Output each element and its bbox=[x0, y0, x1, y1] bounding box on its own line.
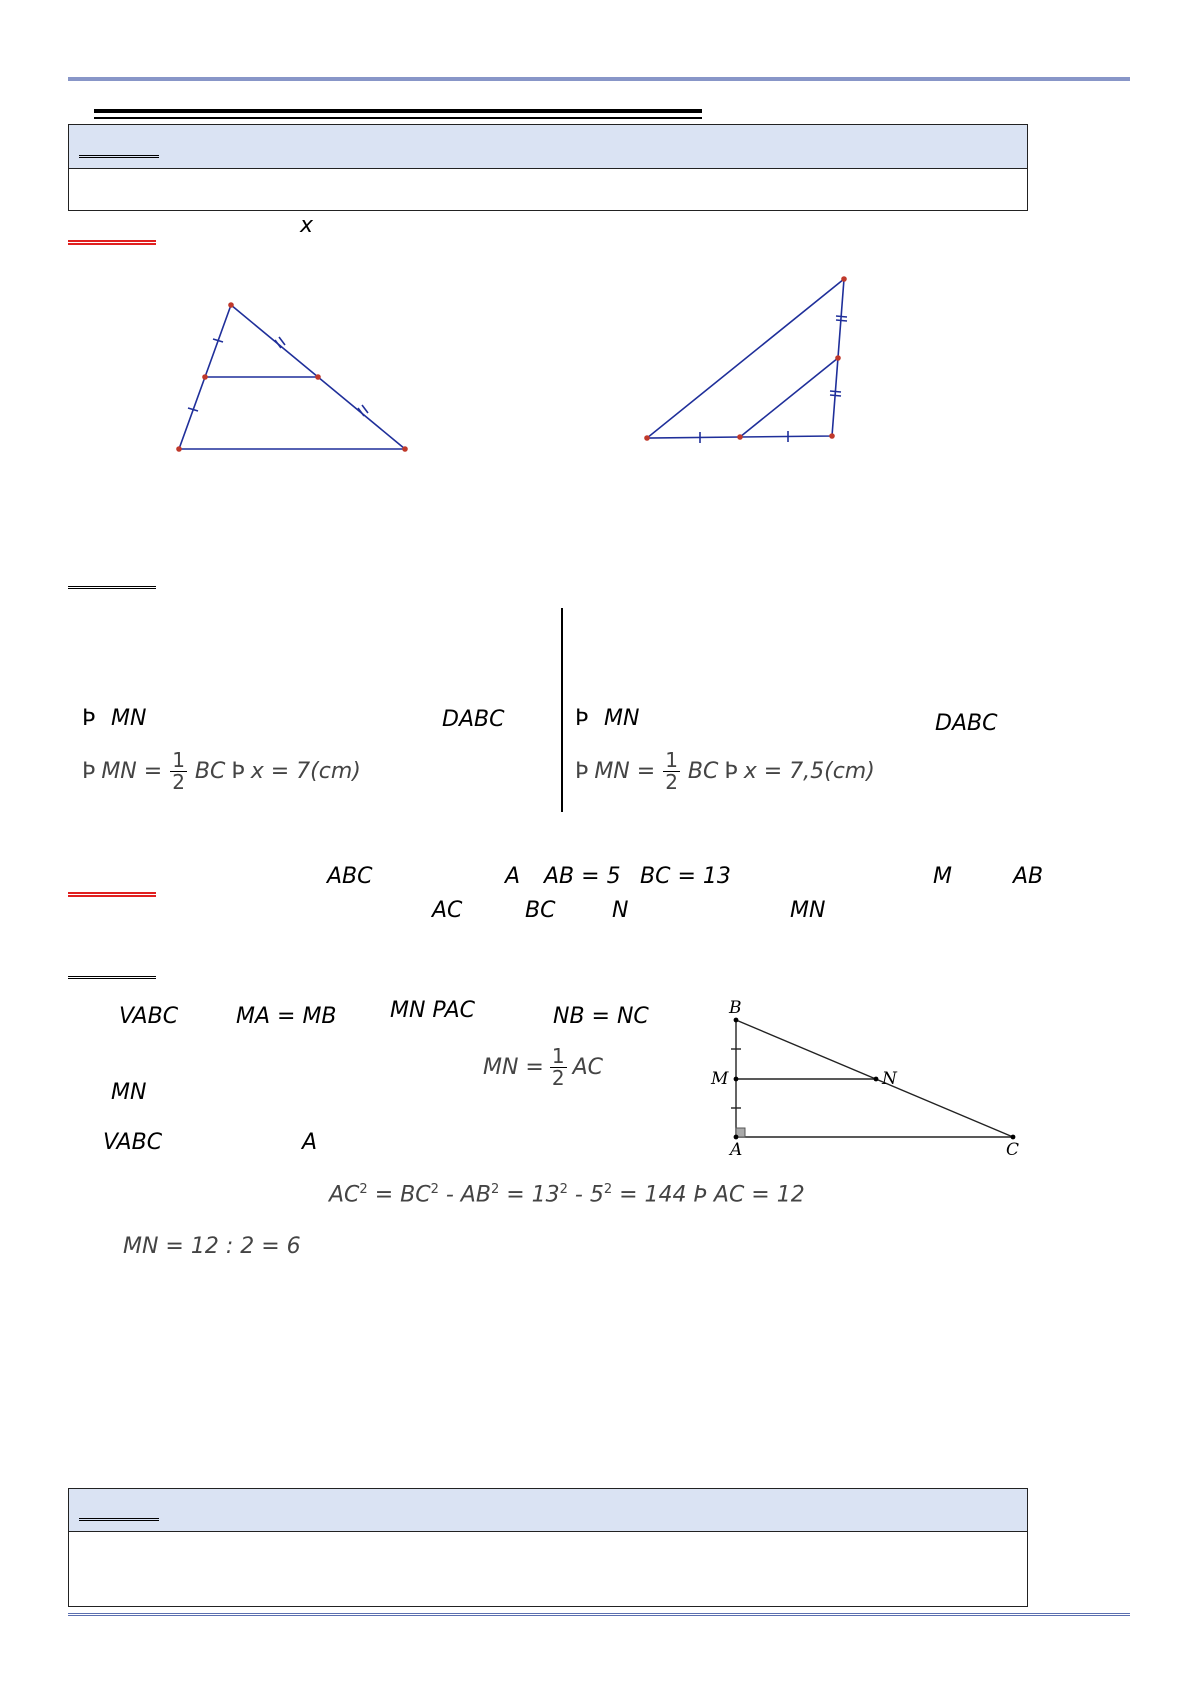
frac-den: 2 bbox=[551, 1066, 565, 1090]
s2-ma-mb: MA = MB bbox=[236, 1004, 337, 1029]
sol-right-mn: MN bbox=[604, 706, 640, 731]
p2-ab: AB = 5 bbox=[544, 864, 621, 889]
pyth-sup-1: 2 bbox=[359, 1182, 368, 1197]
s2-final: MN = 12 : 2 = 6 bbox=[123, 1234, 301, 1259]
p2-ab2: AB bbox=[1013, 864, 1044, 889]
summary-box-header bbox=[69, 1489, 1027, 1532]
fig3-label-c: C bbox=[1006, 1140, 1020, 1160]
s2-vabc2: VABC bbox=[103, 1130, 163, 1155]
sol-left-arrow-1: Þ bbox=[82, 706, 96, 731]
summary-label-underline bbox=[79, 1518, 159, 1521]
pyth-sup-2: 2 bbox=[430, 1182, 439, 1197]
s2-nb-nc: NB = NC bbox=[553, 1004, 649, 1029]
p2-bc2: BC bbox=[525, 898, 556, 923]
pyth-ac: AC bbox=[329, 1182, 360, 1208]
sol-right-arrow-3: Þ bbox=[724, 759, 738, 784]
p2-a: A bbox=[505, 864, 521, 889]
sol-left-mn: MN bbox=[111, 706, 147, 731]
pyth-eq5: = 144 Þ AC = 12 bbox=[612, 1182, 805, 1208]
p2-ac: AC bbox=[432, 898, 463, 923]
s2-mn-rhs: AC bbox=[572, 1055, 604, 1080]
pyth-eq2: - AB bbox=[438, 1182, 491, 1208]
s2-mn-lhs: MN = bbox=[483, 1055, 544, 1080]
frac-num: 1 bbox=[551, 1044, 565, 1068]
p2-m: M bbox=[933, 864, 952, 889]
sol-left-rhs: BC bbox=[194, 759, 226, 784]
fig3-label-a: A bbox=[730, 1140, 743, 1160]
unknown-x: x bbox=[300, 213, 314, 238]
p2-n: N bbox=[612, 898, 629, 923]
frac-num: 1 bbox=[172, 748, 185, 772]
sol-left-lhs: MN = bbox=[101, 759, 163, 784]
s2-vabc: VABC bbox=[119, 1004, 179, 1029]
p2-mn: MN bbox=[790, 898, 826, 923]
pyth-eq3: = 13 bbox=[499, 1182, 560, 1208]
sol-left-triangle: DABC bbox=[442, 707, 505, 732]
sol-right-rhs: BC bbox=[687, 759, 719, 784]
pyth-sup-5: 2 bbox=[603, 1182, 613, 1197]
sol-left-arrow-3: Þ bbox=[231, 759, 245, 784]
footer-rule bbox=[68, 1613, 1130, 1616]
pyth-sup-4: 2 bbox=[559, 1182, 568, 1197]
s2-a: A bbox=[302, 1130, 318, 1155]
sol-right-triangle: DABC bbox=[935, 711, 998, 736]
fig3-label-m: M bbox=[711, 1069, 729, 1089]
sol-left-arrow-2: Þ bbox=[82, 759, 96, 784]
sol-left-result: x = 7(cm) bbox=[250, 759, 361, 784]
frac-num: 1 bbox=[665, 748, 678, 772]
frac-den: 2 bbox=[665, 770, 678, 794]
p2-bc: BC = 13 bbox=[640, 864, 731, 889]
sol-right-lhs: MN = bbox=[594, 759, 656, 784]
frac-den: 2 bbox=[172, 770, 185, 794]
pyth-eq4: - 5 bbox=[567, 1182, 604, 1208]
s2-mn-pac: MN PAC bbox=[390, 998, 476, 1023]
p2-abc: ABC bbox=[327, 864, 373, 889]
fig3-label-n: N bbox=[882, 1069, 897, 1089]
pyth-sup-3: 2 bbox=[490, 1182, 500, 1197]
sol-right-arrow-1: Þ bbox=[575, 706, 589, 731]
s2-mn: MN bbox=[111, 1080, 147, 1105]
fig3-label-b: B bbox=[729, 998, 742, 1018]
sol-right-arrow-2: Þ bbox=[575, 759, 589, 784]
summary-box bbox=[68, 1488, 1028, 1607]
sol-right-result: x = 7,5(cm) bbox=[743, 759, 875, 784]
pyth-eq1: = BC bbox=[367, 1182, 431, 1208]
